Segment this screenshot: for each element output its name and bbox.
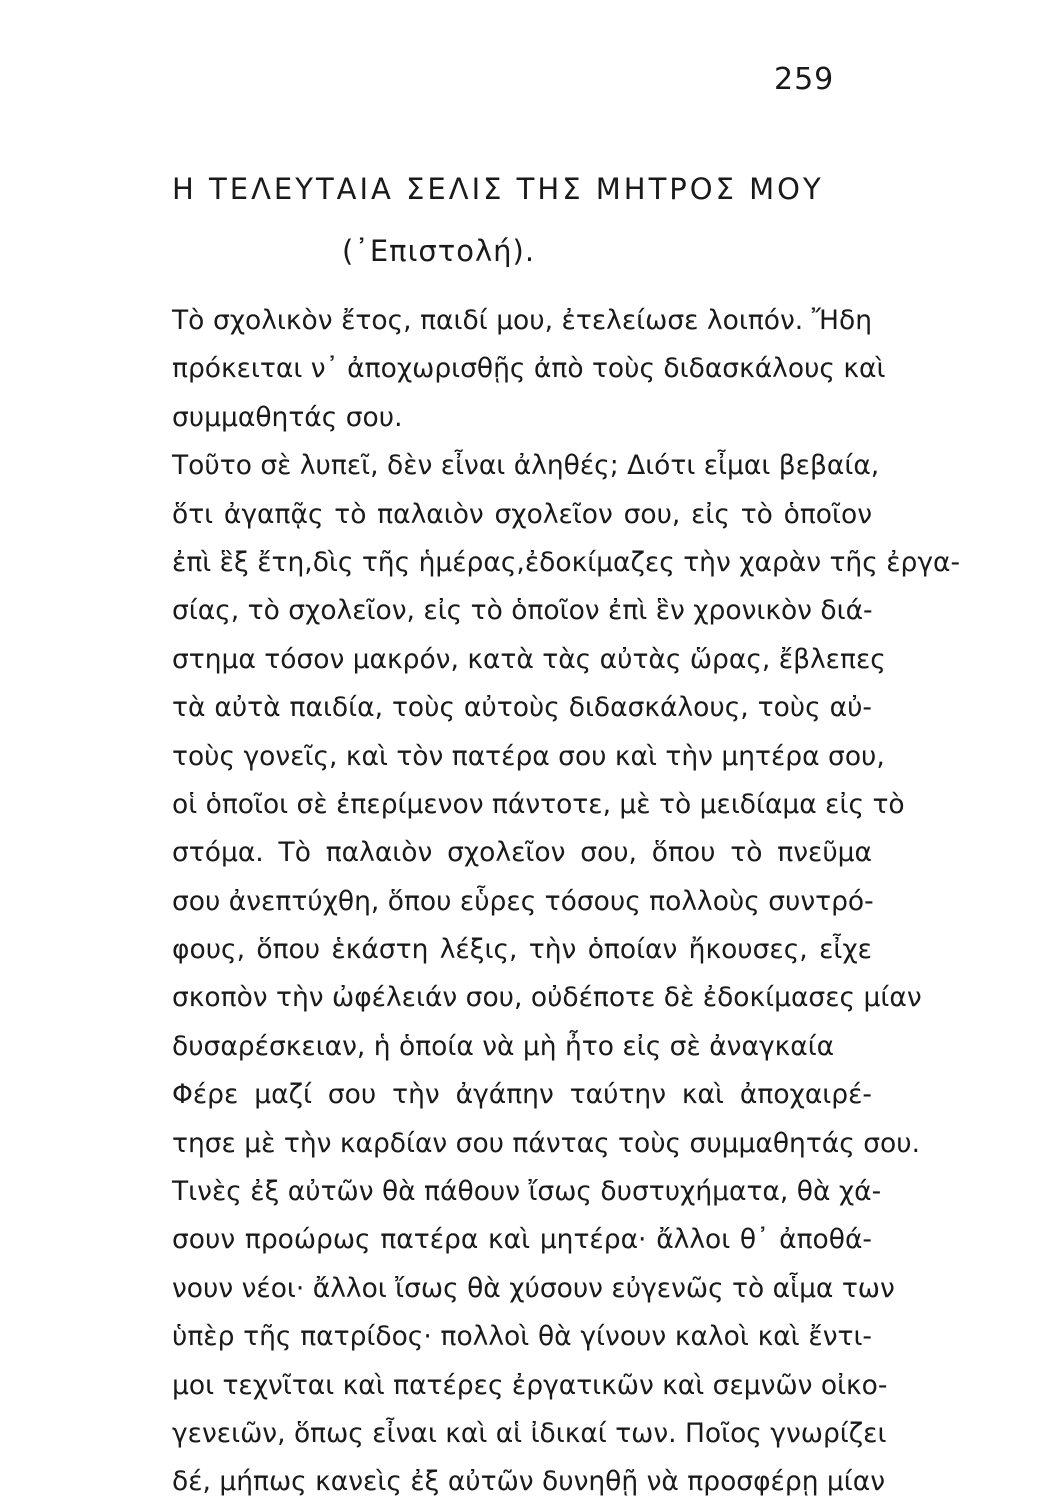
text-line: νουν νέοι· ἄλλοι ἴσως θὰ χύσουν εὐγενῶς τὸ αἷμα των	[172, 1272, 895, 1304]
text-line: ἐπὶ ἓξ ἔτη,δὶς τῆς ἡμέρας,ἐδοκίμαζες τὴν χαρὰν τῆς ἐργα-	[172, 546, 961, 578]
text-line: Τὸ σχολικὸν ἔτος, παιδί μου, ἐτελείωσε λοιπόν. Ἤδη	[172, 305, 872, 336]
text-line: ὑπὲρ τῆς πατρίδος· πολλοὶ θὰ γίνουν καλοὶ καὶ ἔντι-	[172, 1321, 872, 1353]
text-line: Τινὲς ἐξ αὐτῶν θὰ πάθουν ἴσως δυστυχήματα, θὰ χά-	[172, 1176, 882, 1208]
text-line: τὰ αὐτὰ παιδία, τοὺς αὐτοὺς διδασκάλους, τοὺς αὐ-	[172, 692, 872, 724]
text-line: σου ἀνεπτύχθη, ὅπου εὗρες τόσους πολλοὺς συντρό-	[172, 885, 874, 917]
text-line: γενειῶν, ὅπως εἶναι καὶ αἱ ἰδικαί των. Ποῖος γνωρίζει	[172, 1417, 887, 1449]
text-line: στημα τόσον μακρόν, κατὰ τὰς αὐτὰς ὥρας, ἔβλεπες	[172, 643, 886, 675]
text-line: συμμαθητάς σου.	[172, 401, 403, 433]
text-line: Φέρε μαζί σου τὴν ἀγάπην ταύτην καὶ ἀποχαιρέ-	[172, 1079, 872, 1111]
text-line: τησε μὲ τὴν καρδίαν σου πάντας τοὺς συμμαθητάς σου.	[172, 1127, 921, 1159]
text-line: Τοῦτο σὲ λυπεῖ, δὲν εἶναι ἀληθές; Διότι εἶμαι βεβαία,	[172, 450, 880, 482]
text-line: στόμα. Τὸ παλαιὸν σχολεῖον σου, ὅπου τὸ πνεῦμα	[172, 837, 872, 869]
page-number: 259	[774, 62, 835, 97]
text-line: μοι τεχνῖται καὶ πατέρες ἐργατικῶν καὶ σεμνῶν οἰκο-	[172, 1369, 888, 1401]
text-line: σκοπὸν τὴν ὠφέλειάν σου, οὐδέποτε δὲ ἐδοκίμασες μίαν	[172, 982, 922, 1014]
letter-subtitle: (᾿Επιστολή).	[342, 234, 536, 268]
text-line: πρόκειται ν᾿ ἀποχωρισθῇς ἀπὸ τοὺς διδασκάλους καὶ	[172, 353, 886, 385]
text-line: δέ, μήπως κανεὶς ἐξ αὐτῶν δυνηθῇ νὰ προσφέρῃ μίαν	[172, 1466, 886, 1498]
letter-title: Η ΤΕΛΕΥΤΑΙΑ ΣΕΛΙΣ ΤΗΣ ΜΗΤΡΟΣ ΜΟΥ	[172, 172, 824, 206]
text-line: οἱ ὁποῖοι σὲ ἐπερίμενον πάντοτε, μὲ τὸ μειδίαμα εἰς τὸ	[172, 788, 905, 820]
text-line: ὅτι ἀγαπᾷς τὸ παλαιὸν σχολεῖον σου, εἰς τὸ ὁποῖον	[172, 498, 872, 530]
text-line: σουν προώρως πατέρα καὶ μητέρα· ἄλλοι θ᾿ ἀποθά-	[172, 1224, 872, 1256]
text-line: δυσαρέσκειαν, ἡ ὁποία νὰ μὴ ἦτο εἰς σὲ ἀναγκαία	[172, 1030, 835, 1062]
text-line: σίας, τὸ σχολεῖον, εἰς τὸ ὁποῖον ἐπὶ ἓν χρονικὸν διά-	[172, 595, 873, 627]
text-line: τοὺς γονεῖς, καὶ τὸν πατέρα σου καὶ τὴν μητέρα σου,	[172, 740, 885, 772]
text-line: φους, ὅπου ἑκάστη λέξις, τὴν ὁποίαν ἤκουσες, εἶχε	[172, 934, 872, 966]
body-text	[172, 297, 961, 1507]
